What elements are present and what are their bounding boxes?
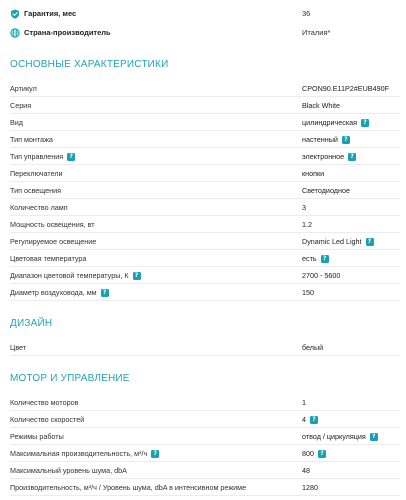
spec-row-series xyxy=(0,97,406,114)
spec-value: 3 xyxy=(302,203,306,212)
spec-row-adjustable-light xyxy=(0,233,406,250)
warranty-value: 36 xyxy=(302,9,311,18)
spec-row-duct-diameter xyxy=(0,284,406,301)
spec-row-lighting-type xyxy=(0,182,406,199)
spec-label: Артикул xyxy=(10,84,37,93)
spec-value: 4 ? xyxy=(302,415,318,424)
spec-label: Производительность, м³/ч / Уровень шума, dbA в интенсивном режиме xyxy=(10,483,247,492)
spec-value: 1.2 xyxy=(302,220,312,229)
country-label: Страна-производитель xyxy=(24,28,111,37)
spec-row-intensive-mode xyxy=(0,479,406,496)
spec-row-color-temp-range xyxy=(0,267,406,284)
spec-label: Цвет xyxy=(10,343,27,352)
spec-value: настенный ? xyxy=(302,135,350,144)
help-icon[interactable]: ? xyxy=(342,136,350,144)
spec-value: 1 xyxy=(302,398,306,407)
spec-label: Диаметр воздуховода, мм ? xyxy=(10,288,109,297)
spec-label: Максимальный уровень шума, dbA xyxy=(10,466,127,475)
spec-row-motor-count xyxy=(0,394,406,411)
spec-label: Цветовая температура xyxy=(10,254,87,263)
spec-value: 150 xyxy=(302,288,314,297)
help-icon[interactable]: ? xyxy=(370,433,378,441)
section-title-motor: МОТОР И УПРАВЛЕНИЕ xyxy=(10,373,130,384)
spec-label: Мощность освещения, вт xyxy=(10,220,95,229)
spec-row-mounting xyxy=(0,131,406,148)
spec-row-control xyxy=(0,148,406,165)
spec-label: Количество моторов xyxy=(10,398,79,407)
spec-row-max-noise xyxy=(0,462,406,479)
help-icon[interactable]: ? xyxy=(310,416,318,424)
help-icon[interactable]: ? xyxy=(101,289,109,297)
row-divider xyxy=(10,300,400,301)
spec-row-modes xyxy=(0,428,406,445)
section-title-design: ДИЗАЙН xyxy=(10,318,53,329)
help-icon[interactable]: ? xyxy=(361,119,369,127)
spec-value: Dynamic Led Light ? xyxy=(302,237,374,246)
warranty-row xyxy=(0,6,406,23)
spec-label: Количество ламп xyxy=(10,203,68,212)
spec-value: 48 xyxy=(302,466,310,475)
spec-row-speed-count xyxy=(0,411,406,428)
spec-value: 1280 xyxy=(302,483,318,492)
spec-label: Серия xyxy=(10,101,32,110)
spec-label: Диапазон цветовой температуры, К ? xyxy=(10,271,141,280)
spec-label: Тип управления ? xyxy=(10,152,75,161)
spec-label: Регулируемое освещение xyxy=(10,237,97,246)
spec-label: Количество скоростей xyxy=(10,415,85,424)
spec-row-type xyxy=(0,114,406,131)
help-icon[interactable]: ? xyxy=(67,153,75,161)
spec-value: цилиндрическая ? xyxy=(302,118,369,127)
globe-icon xyxy=(10,28,20,38)
shield-check-icon xyxy=(10,9,20,19)
help-icon[interactable]: ? xyxy=(151,450,159,458)
spec-row-color-temp xyxy=(0,250,406,267)
spec-label: Максимальная производительность, м³/ч ? xyxy=(10,449,159,458)
spec-row-lamp-count xyxy=(0,199,406,216)
help-icon[interactable]: ? xyxy=(366,238,374,246)
spec-row-light-power xyxy=(0,216,406,233)
spec-value: кнопки xyxy=(302,169,325,178)
spec-row-max-capacity xyxy=(0,445,406,462)
spec-label: Тип освещения xyxy=(10,186,62,195)
section-title-main: ОСНОВНЫЕ ХАРАКТЕРИСТИКИ xyxy=(10,59,169,70)
help-icon[interactable]: ? xyxy=(318,450,326,458)
spec-label: Переключатели xyxy=(10,169,63,178)
spec-row-color xyxy=(0,339,406,356)
spec-value: 800 ? xyxy=(302,449,326,458)
warranty-label: Гарантия, мес xyxy=(24,9,77,18)
help-icon[interactable]: ? xyxy=(321,255,329,263)
spec-value: отвод / циркуляция ? xyxy=(302,432,378,441)
help-icon[interactable]: ? xyxy=(133,272,141,280)
spec-label: Вид xyxy=(10,118,24,127)
spec-row-switches xyxy=(0,165,406,182)
spec-value: есть ? xyxy=(302,254,329,263)
spec-label: Режимы работы xyxy=(10,432,64,441)
spec-value: Светодиодное xyxy=(302,186,350,195)
row-divider xyxy=(10,355,400,356)
spec-value: 2700 - 5600 xyxy=(302,271,341,280)
spec-value: CPON90.E11P2#EUB490F xyxy=(302,84,389,93)
row-divider xyxy=(10,495,400,496)
spec-label: Тип монтажа xyxy=(10,135,53,144)
spec-value: Black White xyxy=(302,101,340,110)
spec-value: электронное ? xyxy=(302,152,356,161)
help-icon[interactable]: ? xyxy=(348,153,356,161)
spec-row-article xyxy=(0,80,406,97)
country-row xyxy=(0,25,406,42)
spec-value: белый xyxy=(302,343,324,352)
country-value: Италия* xyxy=(302,28,331,37)
